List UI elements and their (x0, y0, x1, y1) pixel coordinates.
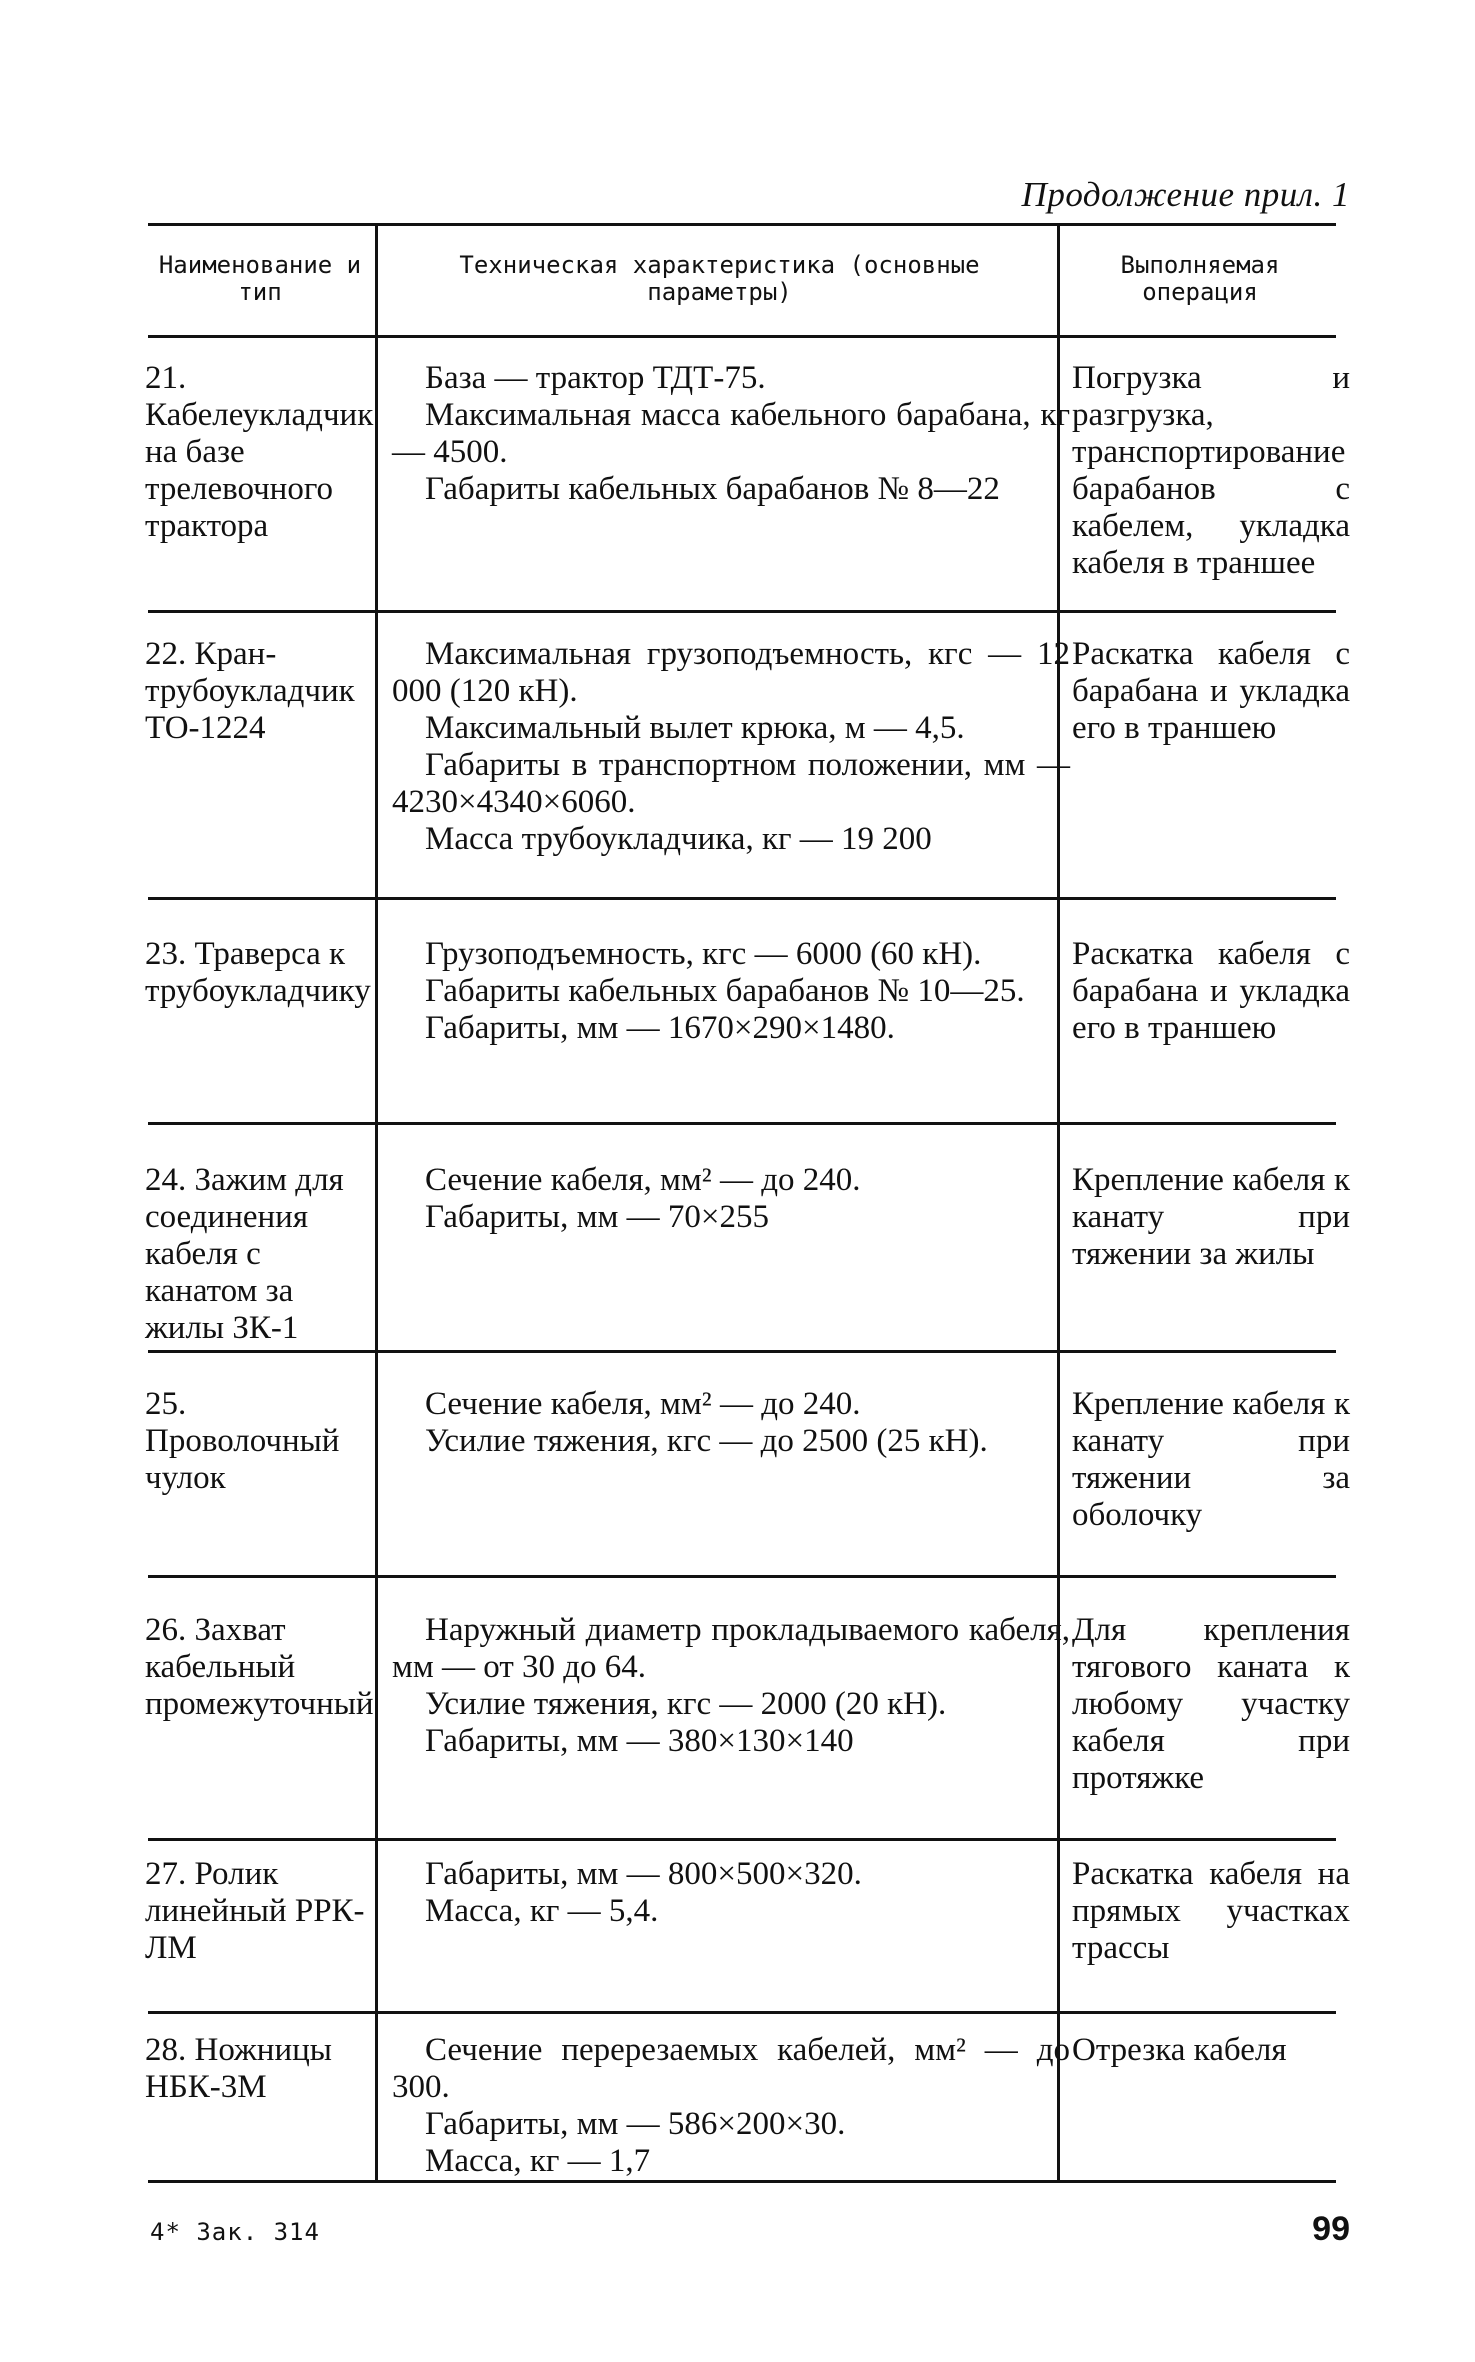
spec-line: Масса, кг — 1,7 (425, 2143, 651, 2179)
item-spec (392, 1162, 1070, 1236)
item-operation: Крепление кабеля к канату при тяжении за оболочку (1072, 1386, 1350, 1533)
item-operation: Раскатка кабеля с барабана и укладка его в траншею (1072, 936, 1350, 1046)
item-name: 21. Кабелеукладчик на базе трелевочного трактора (145, 360, 374, 544)
item-spec (392, 1612, 1070, 1760)
item-name: 27. Ролик линейный РРК-ЛМ (145, 1856, 365, 1966)
spec-line: Габариты в транспортном положении, мм — 4230×4340×6060. (392, 747, 1070, 820)
header-name: Наименование и тип (158, 251, 362, 306)
item-spec (392, 1856, 1070, 1930)
spec-line: Сечение кабеля, мм² — до 240. (425, 1162, 861, 1198)
spec-line: Усилие тяжения, кгс — 2000 (20 кН). (425, 1686, 947, 1722)
page-number: 99 (1312, 2210, 1350, 2248)
spec-line: Габариты кабельных барабанов № 10—25. (425, 973, 1025, 1009)
item-operation: Для крепления тягового каната к любому участку кабеля при протяжке (1072, 1612, 1350, 1796)
order-number: 4* Зак. 314 (150, 2218, 320, 2246)
item-name: 25. Проволочный чулок (145, 1386, 340, 1496)
spec-line: Габариты, мм — 586×200×30. (425, 2106, 846, 2142)
header-spec: Техническая характеристика (основные параметры) (459, 251, 980, 306)
item-spec (392, 936, 1070, 1047)
item-spec (392, 2032, 1070, 2180)
table-bottom-rule (148, 2180, 1336, 2183)
spec-line: Габариты, мм — 380×130×140 (425, 1723, 854, 1759)
row-divider (148, 897, 1336, 900)
item-name: 28. Ножницы НБК-3М (145, 2032, 332, 2105)
column-rule-1 (375, 223, 378, 2180)
spec-line: Максимальный вылет крюка, м — 4,5. (425, 710, 965, 746)
item-name: 22. Кран-трубоукладчик ТО-1224 (145, 636, 355, 746)
row-divider (148, 1575, 1336, 1578)
item-name: 23. Траверса к трубоукладчику (145, 936, 371, 1009)
header-operation: Выполняемая операция (1120, 251, 1280, 306)
continuation-caption: Продолжение прил. 1 (1021, 175, 1350, 214)
spec-line: База — трактор ТДТ-75. (425, 360, 766, 396)
spec-line: Габариты, мм — 70×255 (425, 1199, 769, 1235)
spec-line: Усилие тяжения, кгс — до 2500 (25 кН). (425, 1423, 988, 1459)
spec-line: Масса, кг — 5,4. (425, 1893, 659, 1929)
spec-line: Сечение перерезаемых кабелей, мм² — до 300. (392, 2032, 1070, 2105)
spec-line: Наружный диаметр прокладываемого кабеля, мм — от 30 до 64. (392, 1612, 1070, 1685)
item-name: 24. Зажим для соединения кабеля с канатом за жилы ЗК-1 (145, 1162, 344, 1346)
spec-line: Габариты, мм — 800×500×320. (425, 1856, 862, 1892)
row-divider (148, 1838, 1336, 1841)
item-spec (392, 636, 1070, 858)
spec-line: Максимальная масса кабельного барабана, кг — 4500. (392, 397, 1070, 470)
item-operation: Крепление кабеля к канату при тяжении за жилы (1072, 1162, 1350, 1272)
spec-line: Масса трубоукладчика, кг — 19 200 (425, 821, 932, 857)
header-bottom-rule (148, 335, 1336, 338)
spec-line: Грузоподъемность, кгс — 6000 (60 кН). (425, 936, 982, 972)
row-divider (148, 1122, 1336, 1125)
item-operation: Раскатка кабеля с барабана и укладка его в траншею (1072, 636, 1350, 746)
spec-line: Сечение кабеля, мм² — до 240. (425, 1386, 861, 1422)
item-operation: Раскатка кабеля на прямых участках трассы (1072, 1856, 1350, 1966)
item-operation: Отрезка кабеля (1072, 2032, 1287, 2068)
item-operation: Погрузка и разгрузка, транспортирование барабанов с кабелем, укладка кабеля в траншее (1072, 360, 1350, 581)
item-spec (392, 1386, 1070, 1460)
row-divider (148, 2011, 1336, 2014)
item-spec (392, 360, 1070, 508)
spec-line: Габариты кабельных барабанов № 8—22 (425, 471, 1000, 507)
table-top-rule (148, 223, 1336, 226)
row-divider (148, 610, 1336, 613)
item-name: 26. Захват кабельный промежуточный (145, 1612, 374, 1722)
spec-line: Габариты, мм — 1670×290×1480. (425, 1010, 895, 1046)
row-divider (148, 1350, 1336, 1353)
spec-line: Максимальная грузоподъемность, кгс — 12 000 (120 кН). (392, 636, 1070, 709)
